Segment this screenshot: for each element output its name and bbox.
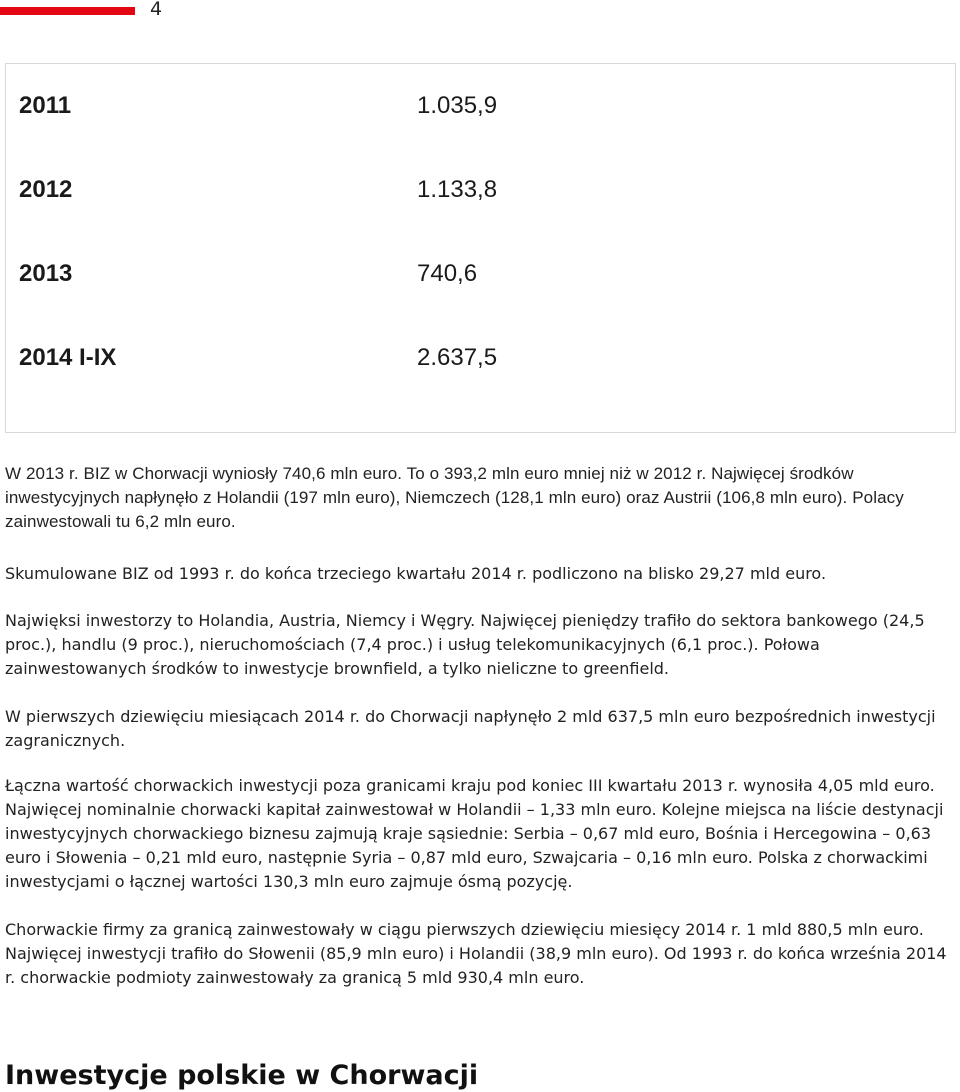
table-year: 2013 <box>19 260 73 287</box>
table-year: 2014 I-IX <box>19 344 117 371</box>
section-heading: Inwestycje polskie w Chorwacji <box>5 1060 479 1091</box>
paragraph-cumulative-biz: Skumulowane BIZ od 1993 r. do końca trzeciego kwartału 2014 r. podliczono na blisko 29,27 mld euro. <box>5 564 827 583</box>
table-year: 2011 <box>19 92 72 119</box>
paragraph-first-nine-months: W pierwszych dziewięciu miesiącach 2014 r. do Chorwacji napłynęło 2 mld 637,5 mln euro bezpośrednich inwestycji zagranicznych. <box>5 707 936 750</box>
header-accent-bar <box>0 7 135 15</box>
paragraph-croatian-firms-2014: Chorwackie firmy za granicą zainwestowały w ciągu pierwszych dziewięciu miesięcy 2014 r. 1 mld 880,5 mln euro. Najwięcej inwestycji trafiło do Słowenii (85,9 mln euro) i Holandii (38,9 mln euro). Od 1993 r. do końca września 2014 r. chorwackie podmioty zainwestowały za granicą 5 mld 930,4 mln euro. <box>5 920 947 987</box>
page-number: 4 <box>150 0 163 20</box>
table-value: 1.133,8 <box>417 176 498 203</box>
table-value: 1.035,9 <box>417 92 498 119</box>
paragraph-biz-2013: W 2013 r. BIZ w Chorwacji wyniosły 740,6 mln euro. To o 393,2 mln euro mniej niż w 2012 r. Najwięcej środków inwestycyjnych napłynęło z Holandii (197 mln euro), Niemczech (128,1 mln euro) oraz Austrii (106,8 mln euro). Polacy zainwestowali tu 6,2 mln euro. <box>5 464 904 531</box>
table-year: 2012 <box>19 176 73 203</box>
data-table <box>5 63 956 433</box>
table-value: 740,6 <box>417 260 478 287</box>
table-value: 2.637,5 <box>417 344 498 371</box>
paragraph-croatian-investments-abroad: Łączna wartość chorwackich inwestycji poza granicami kraju pod koniec III kwartału 2013 r. wynosiła 4,05 mld euro. Najwięcej nominalnie chorwacki kapitał zainwestował w Holandii – 1,33 mln euro. Kolejne miejsca na liście destynacji inwestycyjnych chorwackiego biznesu zajmują kraje sąsiednie: Serbia – 0,67 mld euro, Bośnia i Hercegowina – 0,63 euro i Słowenia – 0,21 mld euro, następnie Syria – 0,87 mld euro, Szwajcaria – 0,16 mln euro. Polska z chorwackimi inwestycjami o łącznej wartości 130,3 mln euro zajmuje ósmą pozycję. <box>5 776 944 891</box>
paragraph-largest-investors: Najwięksi inwestorzy to Holandia, Austria, Niemcy i Węgry. Najwięcej pieniędzy trafiło do sektora bankowego (24,5 proc.), handlu (9 proc.), nieruchomościach (7,4 proc.) i usług telekomunikacyjnych (6,1 proc.). Połowa zainwestowanych środków to inwestycje brownfield, a tylko nieliczne to greenfield. <box>5 611 925 678</box>
